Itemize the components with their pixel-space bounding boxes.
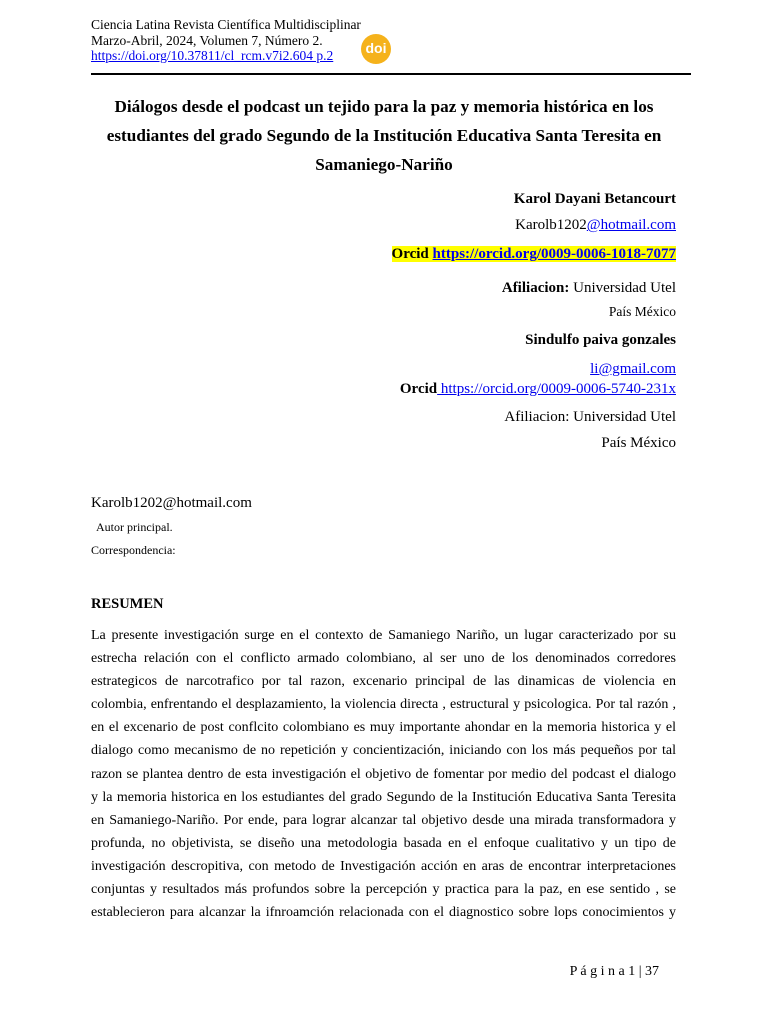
- header-divider: [91, 73, 691, 75]
- orcid-label: Orcid: [399, 381, 438, 397]
- resumen-line: razon se plantea dentro de esta investigación el objetivo de fomentar por medio del podcast el dialogo: [91, 766, 676, 782]
- resumen-line: dialogo como mecanismo de no repetición y concientización, iniciando con los más pequeños por tal: [91, 743, 676, 759]
- journal-header: [91, 17, 361, 64]
- resumen-line: en Samaniego-Nariño. Por ende, para lograr alcanzar tal objetivo desde una mirada transformadora y: [91, 812, 676, 828]
- author1-email-link[interactable]: @hotmail.com: [586, 217, 676, 233]
- resumen-line: estrecha relación con el conflicto armado colombiano, al ser uno de los denominados corredores: [91, 651, 676, 667]
- author2-affiliation: Afiliacion: Universidad Utel: [504, 409, 676, 425]
- page-number: 1 | 37: [628, 964, 659, 979]
- author1-email: Karolb1202@hotmail.com: [515, 217, 676, 233]
- orcid-label: Orcid: [391, 246, 429, 262]
- resumen-line: y la memoria historica en los estudiantes del grado Segundo de la Institución Educativa Santa Teresita: [91, 789, 676, 805]
- author2-email-link[interactable]: li@gmail.com: [590, 361, 676, 377]
- resumen-line: La presente investigación surge en el contexto de Samaniego Nariño, un lugar caracterizado por su: [91, 628, 676, 643]
- author2-orcid: [400, 380, 676, 398]
- author1-country: País México: [608, 304, 676, 319]
- resumen-line: establecieron para alcanzar la ifnroamción relacionada con el diagnostico sobre lops conocimientos y: [91, 905, 676, 921]
- resumen-line: colombia, enfrentando el desplazamiento, la violencia directa , estructural y psicologica. Por tal razón ,: [91, 697, 676, 713]
- author2-country: País México: [601, 435, 676, 451]
- pagina-label: P á g i n a: [569, 964, 625, 979]
- page-footer: [570, 964, 659, 980]
- resumen-line: en el excenario de post conflcito colombiano es muy importante ahondar en la memoria historica y el: [91, 720, 676, 736]
- issue-info: Marzo-Abril, 2024, Volumen 7, Número 2.: [91, 32, 323, 48]
- author1-name: Karol Dayani Betancourt: [513, 191, 676, 207]
- doi-link[interactable]: https://doi.org/10.37811/cl_rcm.v7i2.604 p.2: [91, 48, 334, 63]
- doi-logo-icon: doi: [361, 34, 391, 64]
- paper-title: Diálogos desde el podcast un tejido para la paz y memoria histórica en los estudiantes del grado Segundo de la Institución Educativa Santa Teresita en Samaniego-Nariño: [106, 97, 662, 174]
- resumen-line: conjuntas y resultados más profundos sobre la percepción y practica para la paz, en ese sentido , se: [91, 882, 676, 898]
- author2-orcid-link[interactable]: https://orcid.org/0009-0006-5740-231x: [437, 381, 676, 397]
- journal-name: Ciencia Latina Revista Científica Multidisciplinar: [91, 17, 361, 32]
- resumen-heading: RESUMEN: [91, 596, 164, 612]
- correspondence-email: Karolb1202@hotmail.com: [91, 495, 252, 511]
- resumen-line: profunda, no objetivista, se diseño una metodologia basada en el enfoque cualitativo y un tipo de: [91, 835, 676, 851]
- author1-orcid: [392, 245, 676, 263]
- correspondencia-label: Correspondencia:: [91, 543, 176, 557]
- resumen-line: estrategicos de narcotrafico por tal razon, excenario principal de las dinamicas de violencia en: [91, 674, 676, 690]
- autor-principal-label: Autor principal.: [96, 520, 173, 534]
- resumen-line: investigación descropitiva, con metodo de Investigación acción en aras de encontrar interpretaciones: [91, 858, 676, 874]
- author1-orcid-link[interactable]: https://orcid.org/0009-0006-1018-7077: [432, 246, 676, 262]
- resumen-body: [91, 624, 676, 924]
- author2-name: Sindulfo paiva gonzales: [525, 332, 676, 348]
- author1-affiliation: Afiliacion: Universidad Utel: [501, 280, 676, 296]
